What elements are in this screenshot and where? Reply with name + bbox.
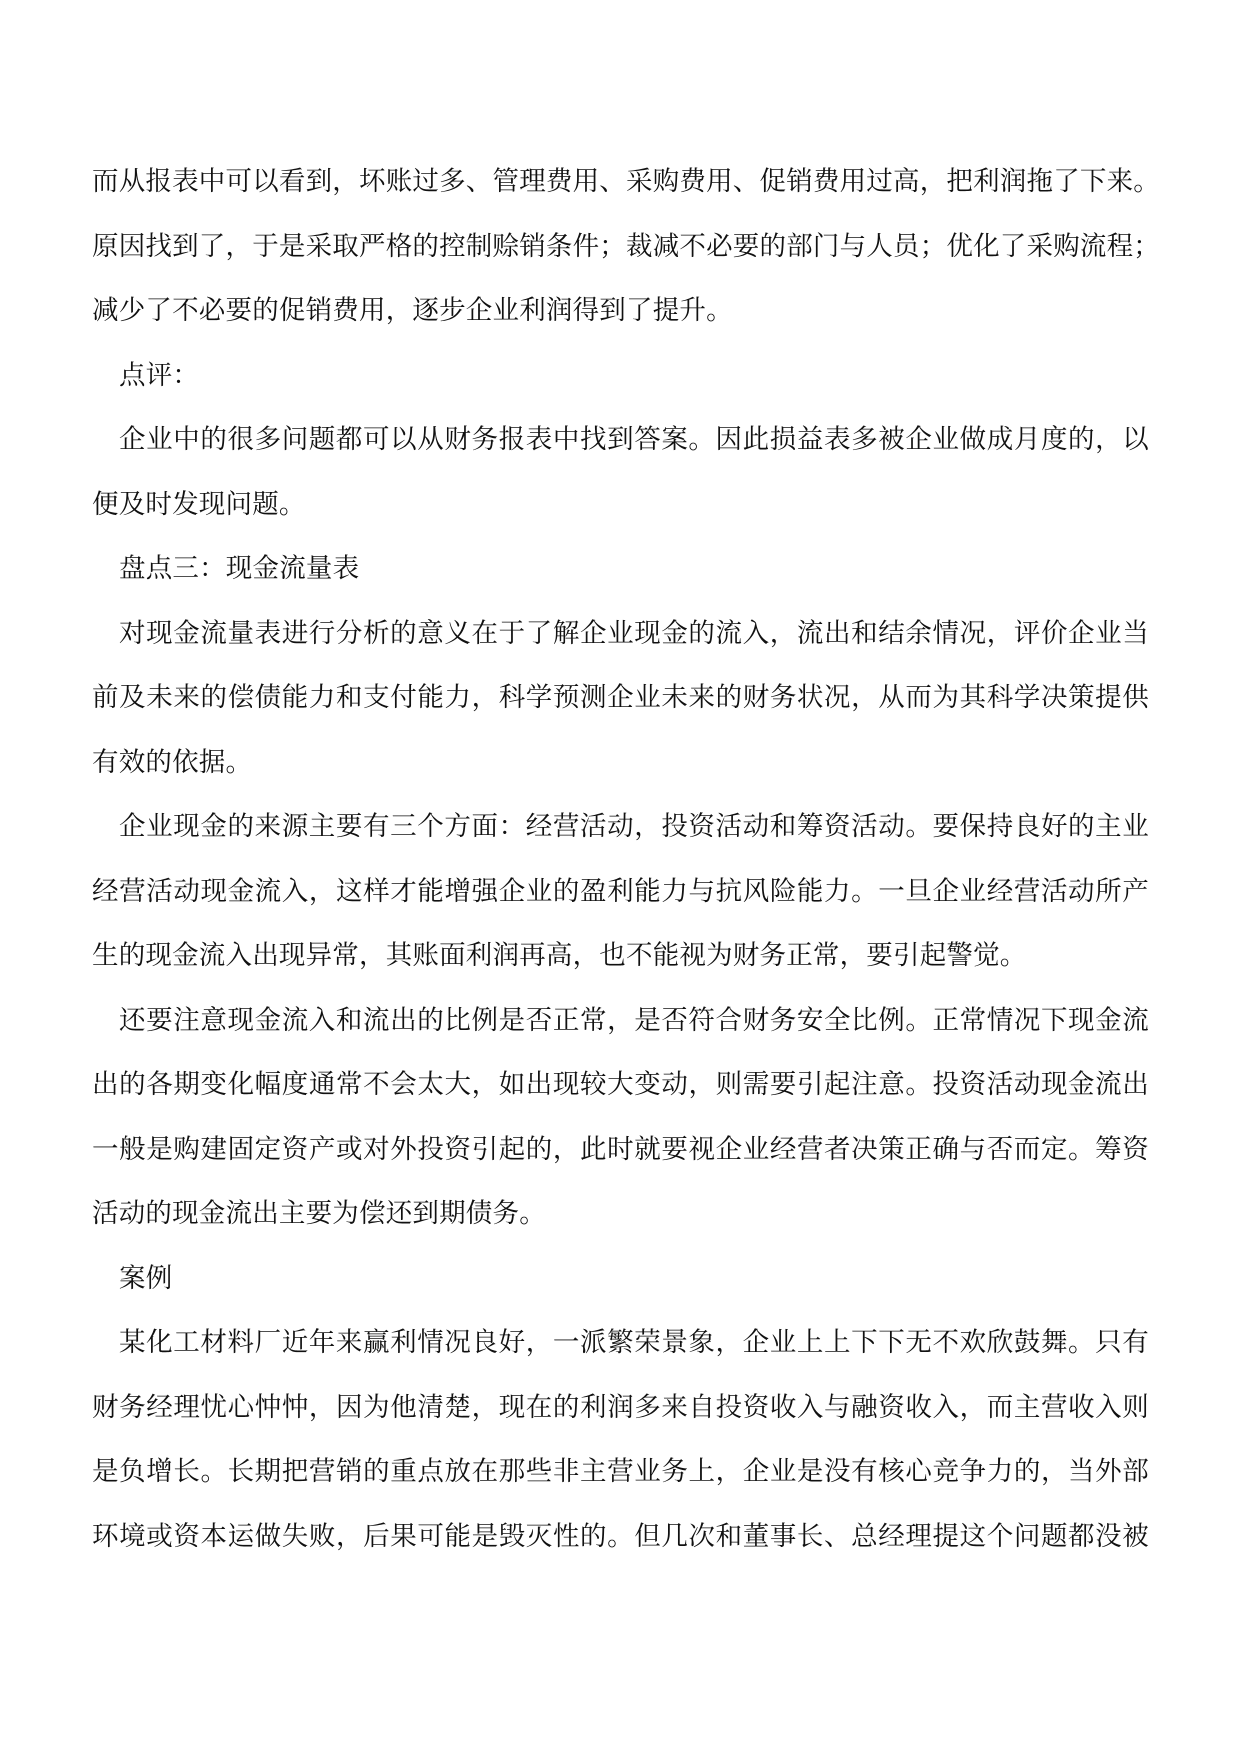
text-line: 减少了不必要的促销费用，逐步企业利润得到了提升。 — [92, 295, 733, 326]
section-heading: 盘点三：现金流量表 — [119, 553, 360, 584]
text-line: 是负增长。长期把营销的重点放在那些非主营业务上，企业是没有核心竞争力的，当外部 — [92, 1456, 1149, 1487]
text-line: 前及未来的偿债能力和支付能力，科学预测企业未来的财务状况，从而为其科学决策提供 — [92, 682, 1149, 713]
text-line: 对现金流量表进行分析的意义在于了解企业现金的流入，流出和结余情况，评价企业当 — [119, 617, 1149, 649]
text-line: 还要注意现金流入和流出的比例是否正常，是否符合财务安全比例。正常情况下现金流 — [119, 1004, 1149, 1036]
text-line: 活动的现金流出主要为偿还到期债务。 — [92, 1198, 546, 1229]
section-label: 案例 — [119, 1262, 173, 1294]
text-line: 某化工材料厂近年来赢利情况良好，一派繁荣景象，企业上上下下无不欢欣鼓舞。只有 — [119, 1327, 1149, 1358]
text-line: 原因找到了，于是采取严格的控制赊销条件；裁减不必要的部门与人员；优化了采购流程； — [92, 230, 1160, 262]
text-line: 环境或资本运做失败，后果可能是毁灭性的。但几次和董事长、总经理提这个问题都没被 — [92, 1520, 1149, 1552]
text-line: 企业中的很多问题都可以从财务报表中找到答案。因此损益表多被企业做成月度的，以 — [119, 424, 1149, 455]
text-line: 出的各期变化幅度通常不会太大，如出现较大变动，则需要引起注意。投资活动现金流出 — [92, 1069, 1149, 1100]
section-label: 点评： — [119, 359, 200, 391]
text-line: 企业现金的来源主要有三个方面：经营活动，投资活动和筹资活动。要保持良好的主业 — [119, 811, 1149, 842]
document-page — [92, 150, 1160, 1569]
text-line: 一般是购建固定资产或对外投资引起的，此时就要视企业经营者决策正确与否而定。筹资 — [92, 1133, 1149, 1165]
text-line: 财务经理忧心忡忡，因为他清楚，现在的利润多来自投资收入与融资收入，而主营收入则 — [92, 1391, 1149, 1423]
text-line: 生的现金流入出现异常，其账面利润再高，也不能视为财务正常，要引起警觉。 — [92, 940, 1027, 971]
text-line: 而从报表中可以看到，坏账过多、管理费用、采购费用、促销费用过高，把利润拖了下来。 — [92, 166, 1160, 197]
text-line: 便及时发现问题。 — [92, 488, 306, 520]
text-line: 经营活动现金流入，这样才能增强企业的盈利能力与抗风险能力。一旦企业经营活动所产 — [92, 875, 1149, 907]
text-line: 有效的依据。 — [92, 746, 253, 778]
